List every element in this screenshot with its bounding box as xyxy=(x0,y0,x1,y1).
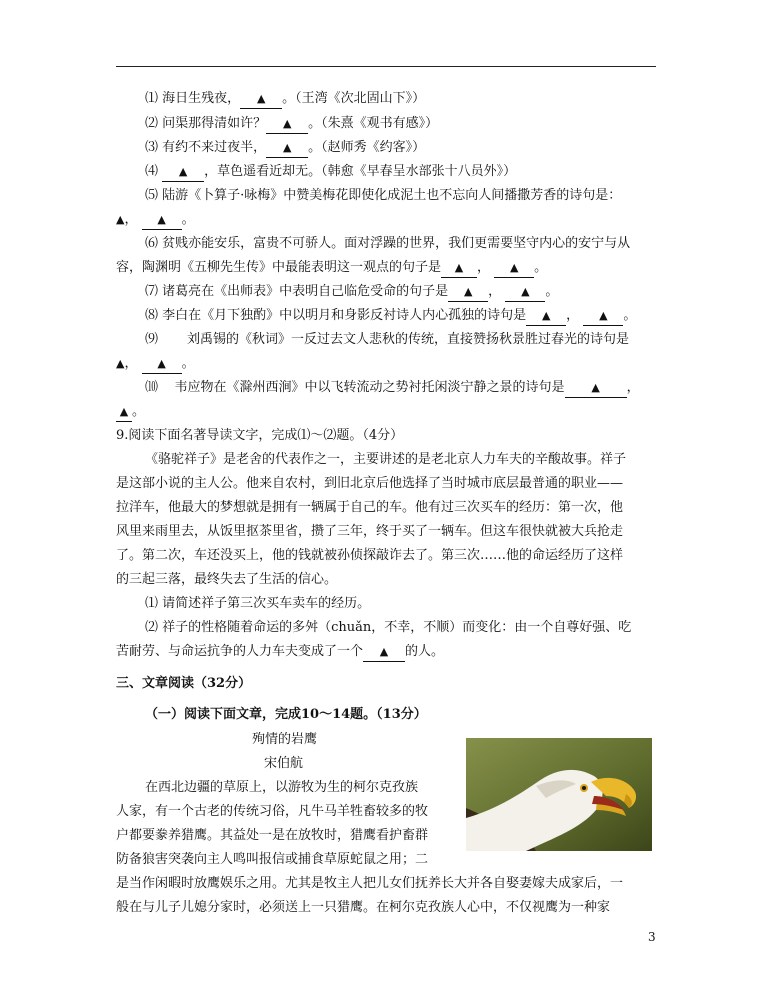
answer-blank[interactable]: ▲ xyxy=(116,403,132,422)
q9-paragraph-line: 拉洋车，他最大的梦想就是拥有一辆属于自己的车。他有过三次买车的经历：第一次，他 xyxy=(116,500,624,515)
answer-blank[interactable]: ▲ xyxy=(494,259,534,278)
item-9-answers: ▲， ▲ 。 xyxy=(116,355,195,374)
q9-paragraph-line: 的三起三落，最终失去了生活的信心。 xyxy=(116,572,338,587)
q9-sub-2: ⑵ 祥子的性格随着命运的多舛（chuǎn，不幸，不顺）而变化：由一个自尊好强、吃 xyxy=(145,620,632,635)
answer-blank[interactable]: ▲ xyxy=(565,379,627,398)
q9-paragraph-line: 《骆驼祥子》是老舍的代表作之一，主要讲述的是老北京人力车夫的辛酸故事。祥子 xyxy=(145,452,627,467)
article-line: 户都要豢养猎鹰。其益处一是在放牧时，猎鹰看护畜群 xyxy=(116,828,429,843)
eagle-illustration xyxy=(466,738,652,851)
article-line: 防备狼害突袭向主人鸣叫报信或捕食草原蛇鼠之用；二 xyxy=(116,852,429,867)
item-2: ⑵ 问渠那得清如许？ ▲ 。（朱熹《观书有感》） xyxy=(145,115,438,134)
item-10-answers: ▲ 。 xyxy=(116,403,145,422)
item-6-cont: 容，陶渊明《五柳先生传》中最能表明这一观点的句子是 ▲ ， ▲ 。 xyxy=(116,259,547,278)
item-6: ⑹ 贫贱亦能安乐，富贵不可骄人。面对浮躁的世界，我们更需要坚守内心的安宁与从 xyxy=(145,236,631,251)
q9-title: 9.阅读下面名著导读文字，完成⑴～⑵题。（4分） xyxy=(116,428,404,443)
q9-paragraph-line: 是这部小说的主人公。他来自农村，到旧北京后他选择了当时城市底层最普通的职业—— xyxy=(116,476,624,491)
section-3-title: 三、文章阅读（32分） xyxy=(116,676,252,691)
q9-sub-1: ⑴ 请简述祥子第三次买车卖车的经历。 xyxy=(145,596,371,611)
item-10: ⑽ 韦应物在《滁州西涧》中以飞转流动之势衬托闲淡宁静之景的诗句是 ▲ ， xyxy=(145,379,640,398)
answer-blank[interactable]: ▲ xyxy=(266,115,308,134)
item-5: ⑸ 陆游《卜算子·咏梅》中赞美梅花即使化成泥土也不忘向人间播撒芳香的诗句是： xyxy=(145,188,622,203)
page-number: 3 xyxy=(648,930,656,944)
q9-sub-2-cont: 苦耐劳、与命运抗争的人力车夫变成了一个 ▲ 的人。 xyxy=(116,643,444,662)
article-line: 是当作闲暇时放鹰娱乐之用。尤其是牧主人把儿女们抚养长大并各自娶妻嫁夫成家后，一 xyxy=(116,876,624,891)
article-author: 宋伯航 xyxy=(264,756,304,771)
answer-blank[interactable]: ▲ xyxy=(240,90,282,109)
item-7: ⑺ 诸葛亮在《出师表》中表明自己临危受命的句子是 ▲ ， ▲ 。 xyxy=(145,283,558,302)
answer-blank[interactable]: ▲ xyxy=(583,307,623,326)
answer-blank[interactable]: ▲ xyxy=(142,211,182,230)
answer-blank[interactable]: ▲ xyxy=(526,307,566,326)
item-9: ⑼ 刘禹锡的《秋词》一反过去文人悲秋的传统，直接赞扬秋景胜过春光的诗句是 xyxy=(145,332,629,347)
section-3-sub-title: （一）阅读下面文章，完成10～14题。（13分） xyxy=(145,707,427,722)
article-line: 在西北边疆的草原上，以游牧为生的柯尔克孜族 xyxy=(145,780,419,795)
q9-paragraph-line: 风里来雨里去，从饭里抠茶里省，攒了三年，终于买了一辆车。但这车很快就被大兵抢走 xyxy=(116,524,624,539)
item-4: ⑷ ▲ ，草色遥看近却无。（韩愈《早春呈水部张十八员外》） xyxy=(145,163,516,182)
answer-blank[interactable]: ▲ xyxy=(162,163,204,182)
answer-blank[interactable]: ▲ xyxy=(448,283,488,302)
q9-paragraph-line: 了。第二次，车还没买上，他的钱就被孙侦探敲诈去了。第三次……他的命运经历了这样 xyxy=(116,548,624,563)
article-line: 人家，有一个古老的传统习俗，凡牛马羊牲畜较多的牧 xyxy=(116,804,429,819)
answer-blank[interactable]: ▲ xyxy=(441,259,477,278)
article-title: 殉情的岩鹰 xyxy=(252,732,318,747)
answer-blank[interactable]: ▲ xyxy=(266,139,308,158)
eagle-photo xyxy=(466,738,652,851)
article-line: 般在与儿子儿媳分家时，必须送上一只猎鹰。在柯尔克孜族人心中，不仅视鹰为一种家 xyxy=(116,900,611,915)
item-1: ⑴ 海日生残夜， ▲ 。（王湾《次北固山下》） xyxy=(145,90,425,109)
item-8: ⑻ 李白在《月下独酌》中以明月和身影反衬诗人内心孤独的诗句是 ▲ ， ▲ 。 xyxy=(145,307,636,326)
header-rule xyxy=(116,66,656,67)
answer-blank[interactable]: ▲ xyxy=(505,283,545,302)
item-5-answers: ▲， ▲ 。 xyxy=(116,211,195,230)
answer-blank[interactable]: ▲ xyxy=(142,355,182,374)
item-3: ⑶ 有约不来过夜半， ▲ 。（赵师秀《约客》） xyxy=(145,139,425,158)
answer-blank[interactable]: ▲ xyxy=(363,643,405,662)
